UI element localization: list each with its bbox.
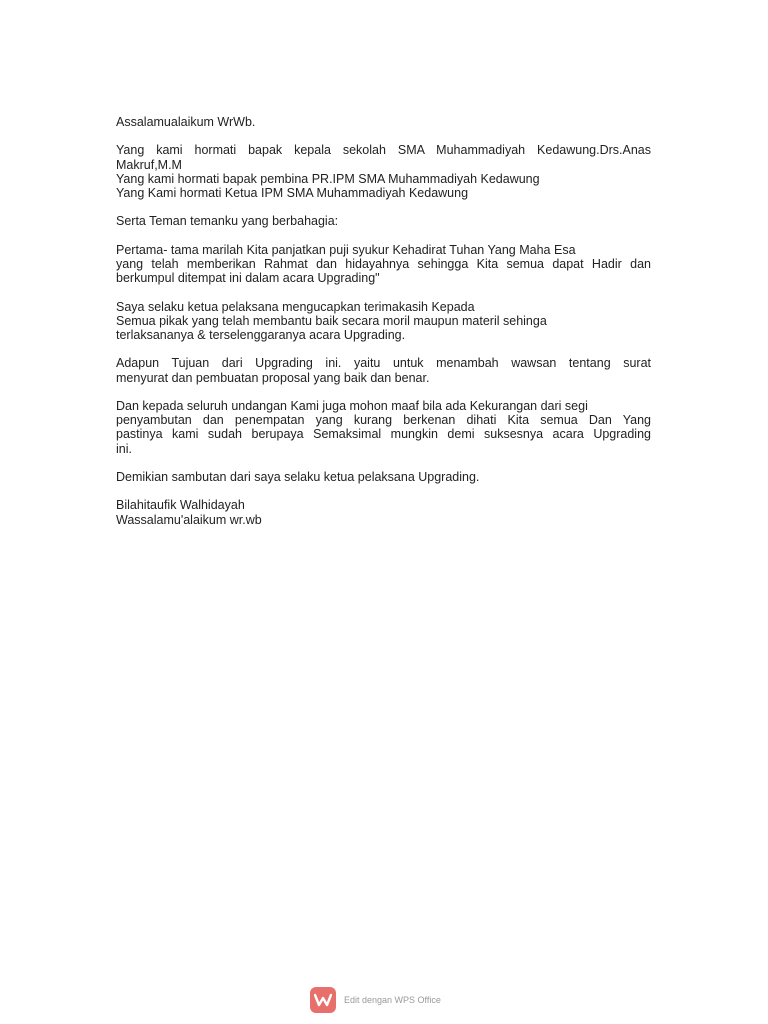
text-line: Yang kami hormati bapak pembina PR.IPM SMA Muhammadiyah Kedawung: [116, 171, 540, 186]
text-line: berkumpul ditempat ini dalam acara Upgrading": [116, 271, 380, 286]
paragraph: [116, 143, 651, 200]
text-line: Demikian sambutan dari saya selaku ketua pelaksana Upgrading.: [116, 469, 480, 484]
text-line: Adapun Tujuan dari Upgrading ini. yaitu untuk menambah wawsan tentang surat: [116, 356, 651, 371]
document-body: [116, 115, 651, 541]
text-line: menyurat dan pembuatan proposal yang baik dan benar.: [116, 370, 430, 385]
text-line: Semua pikak yang telah membantu baik secara moril maupun materil sehinga: [116, 313, 547, 328]
text-line: yang telah memberikan Rahmat dan hidayahnya sehingga Kita semua dapat Hadir dan: [116, 256, 651, 271]
text-line: ini.: [116, 441, 132, 456]
wps-watermark-text: Edit dengan WPS Office: [344, 995, 441, 1005]
text-line: Pertama- tama marilah Kita panjatkan puji syukur Kehadirat Tuhan Yang Maha Esa: [116, 242, 576, 257]
text-line: Assalamualaikum WrWb.: [116, 115, 256, 129]
wps-watermark: [310, 987, 441, 1013]
paragraph: [116, 115, 651, 129]
text-line: pastinya kami sudah berupaya Semaksimal mungkin demi suksesnya acara Upgrading: [116, 427, 651, 442]
text-line: Yang kami hormati bapak kepala sekolah SMA Muhammadiyah Kedawung.Drs.Anas: [116, 143, 651, 158]
text-line: Makruf,M.M: [116, 157, 182, 172]
paragraph: [116, 498, 651, 526]
paragraph: [116, 300, 651, 343]
paragraph: [116, 399, 651, 456]
text-line: Wassalamu'alaikum wr.wb: [116, 512, 262, 527]
text-line: Saya selaku ketua pelaksana mengucapkan terimakasih Kepada: [116, 299, 475, 314]
text-line: penyambutan dan penempatan yang kurang berkenan dihati Kita semua Dan Yang: [116, 413, 651, 428]
paragraph: [116, 470, 651, 484]
paragraph: [116, 214, 651, 228]
paragraph: [116, 356, 651, 384]
wps-office-logo-icon: [310, 987, 336, 1013]
paragraph: [116, 243, 651, 286]
text-line: Serta Teman temanku yang berbahagia:: [116, 214, 339, 229]
text-line: Yang Kami hormati Ketua IPM SMA Muhammadiyah Kedawung: [116, 186, 469, 200]
text-line: terlaksananya & terselenggaranya acara Upgrading.: [116, 327, 406, 342]
text-line: Bilahitaufik Walhidayah: [116, 498, 245, 513]
text-line: Dan kepada seluruh undangan Kami juga mohon maaf bila ada Kekurangan dari segi: [116, 398, 588, 413]
